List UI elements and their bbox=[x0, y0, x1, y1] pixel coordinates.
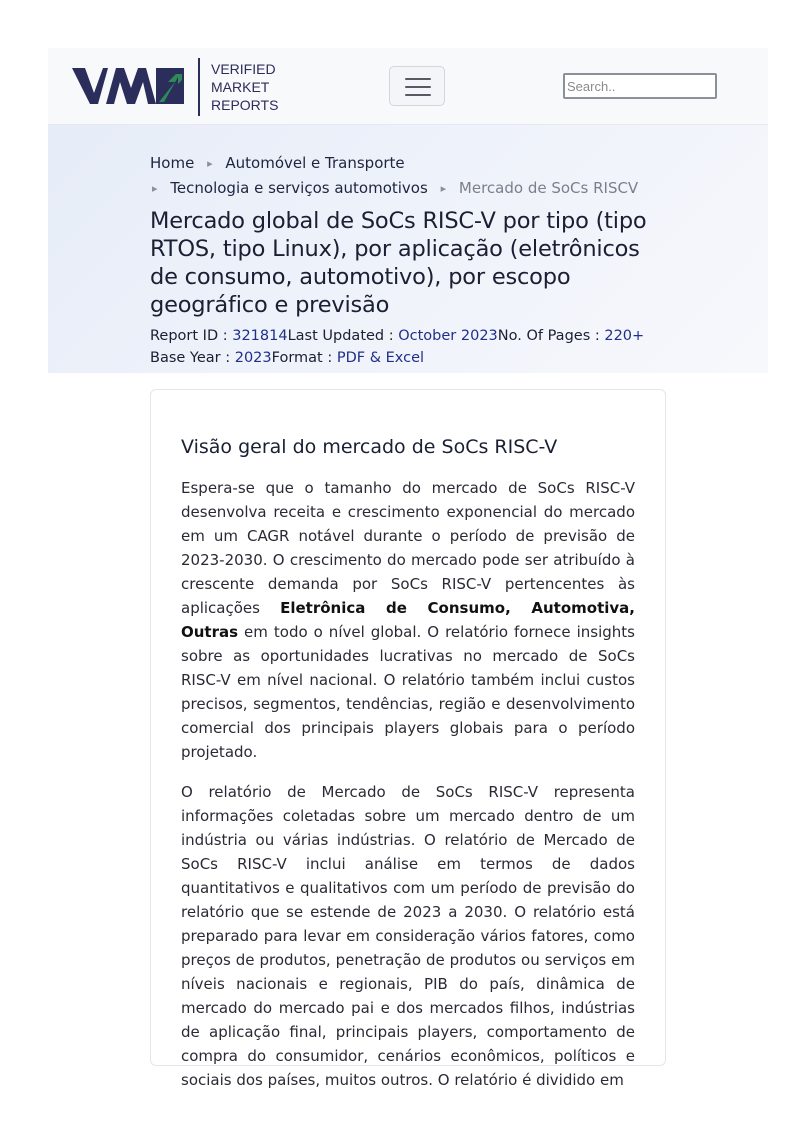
overview-heading: Visão geral do mercado de SoCs RISC-V bbox=[181, 436, 558, 458]
last-updated-label: Last Updated : bbox=[287, 328, 399, 344]
breadcrumb bbox=[150, 151, 670, 201]
hamburger-menu-button[interactable] bbox=[389, 66, 445, 106]
chevron-right-icon: ▸ bbox=[152, 182, 158, 195]
chevron-right-icon: ▸ bbox=[440, 182, 447, 195]
breadcrumb-category[interactable]: Automóvel e Transporte bbox=[225, 154, 405, 172]
chevron-right-icon: ▸ bbox=[207, 157, 213, 170]
format-label: Format : bbox=[271, 350, 337, 366]
format-value: PDF & Excel bbox=[336, 350, 425, 366]
overview-paragraph-2: O relatório de Mercado de SoCs RISC-V representa informações coletadas sobre um mercado dentro de um indústria ou várias indústrias. O relatório de Mercado de SoCs RISC-V inclui análise em termos de dados quantitativos e qualitativos com um período de previsão do relatório que se estende de 2023 a 2030. O relatório está preparado para levar em consideração vários fatores, como preços de produtos, penetração de produtos ou serviços em níveis nacionais e regionais, PIB do país, dinâmica de mercado do mercado pai e dos mercados filhos, indústrias de aplicação final, principais players, comportamento de compra do consumidor, cenários econômicos, políticos e sociais dos países, muitos outros. O relatório é dividido em bbox=[181, 783, 635, 1089]
vmr-logo-icon bbox=[72, 66, 184, 106]
last-updated-value: October 2023 bbox=[398, 328, 498, 344]
brand-line-2: MARKET bbox=[211, 79, 270, 95]
site-header bbox=[48, 48, 768, 125]
applications-highlight: Eletrônica de Consumo, Automotiva, Outras bbox=[181, 599, 635, 641]
report-meta bbox=[150, 325, 670, 369]
paragraph-text: em todo o nível global. O relatório fornece insights sobre as oportunidades lucrativas no mercado de SoCs RISC-V em nível nacional. O relatório também inclui custos precisos, segmentos, tendências, região e desenvolvimento comercial dos principais players globais para o período projetado. bbox=[181, 623, 635, 761]
report-hero bbox=[48, 125, 768, 373]
brand-line-1: VERIFIED bbox=[211, 61, 276, 77]
page-title: Mercado global de SoCs RISC-V por tipo (tipo RTOS, tipo Linux), por aplicação (eletrônicos de consumo, automotivo), por escopo geográfico e previsão bbox=[150, 208, 647, 318]
breadcrumb-subcategory[interactable]: Tecnologia e serviços automotivos bbox=[170, 179, 428, 197]
report-id-label: Report ID : bbox=[150, 328, 233, 344]
report-id-value: 321814 bbox=[232, 328, 288, 344]
search-input[interactable] bbox=[563, 73, 717, 99]
overview-card bbox=[150, 389, 666, 1089]
brand-line-3: REPORTS bbox=[211, 97, 279, 113]
breadcrumb-current: Mercado de SoCs RISCV bbox=[458, 179, 639, 197]
base-year-value: 2023 bbox=[234, 350, 272, 366]
paragraph-text: Espera-se que o tamanho do mercado de SoCs RISC-V desenvolva receita e crescimento exponencial do mercado em um CAGR notável durante o período de previsão de 2023-2030. O crescimento do mercado pode ser atribuído à crescente demanda por SoCs RISC-V pertencentes às aplicações bbox=[181, 479, 635, 617]
brand-name bbox=[211, 60, 278, 114]
overview-paragraph-1 bbox=[181, 476, 635, 764]
pages-label: No. Of Pages : bbox=[497, 328, 605, 344]
breadcrumb-home[interactable]: Home bbox=[150, 154, 195, 172]
pages-value: 220+ bbox=[604, 328, 645, 344]
base-year-label: Base Year : bbox=[150, 350, 235, 366]
logo-divider bbox=[198, 58, 200, 116]
overview-body bbox=[181, 476, 635, 1108]
